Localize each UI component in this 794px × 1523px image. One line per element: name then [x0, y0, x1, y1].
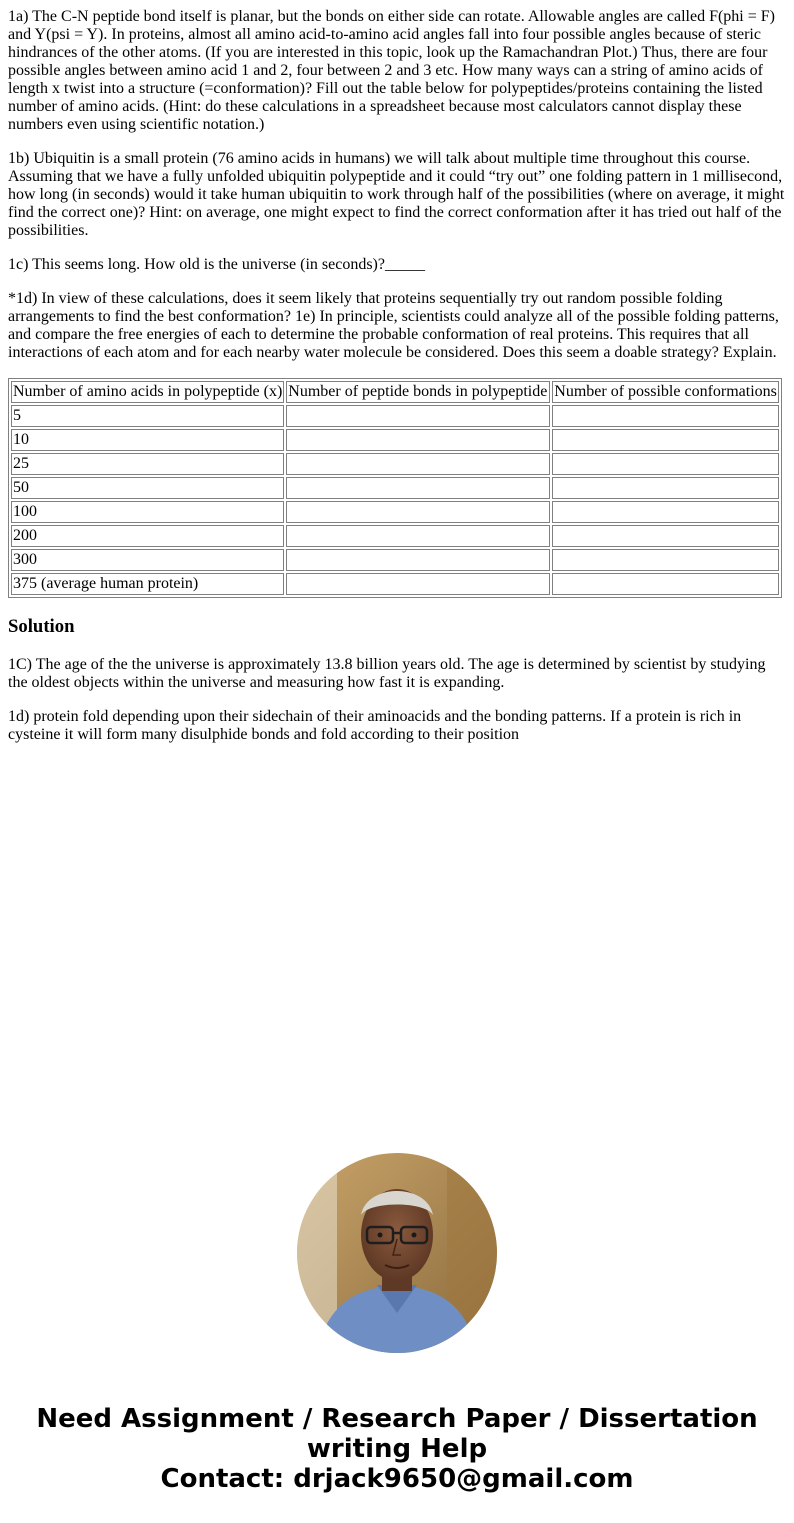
table-cell	[286, 429, 550, 451]
table-header-cell: Number of amino acids in polypeptide (x)	[11, 381, 284, 403]
table-header-row	[11, 381, 779, 403]
table-cell	[552, 549, 779, 571]
table-cell: 5	[11, 405, 284, 427]
table-cell: 300	[11, 549, 284, 571]
table-row	[11, 549, 779, 571]
table-row	[11, 405, 779, 427]
solution-heading: Solution	[8, 616, 75, 637]
solution-1c: 1C) The age of the the universe is approximately 13.8 billion years old. The age is determined by scientist by studying the oldest objects within the universe and measuring how fast it is expanding.	[8, 656, 766, 691]
document-body	[0, 0, 794, 744]
table-cell	[552, 501, 779, 523]
table-cell: 50	[11, 477, 284, 499]
table-row	[11, 429, 779, 451]
table-row	[11, 501, 779, 523]
table-header-cell: Number of peptide bonds in polypeptide	[286, 381, 550, 403]
table-cell	[552, 477, 779, 499]
table-row	[11, 453, 779, 475]
table-row	[11, 477, 779, 499]
solution-1d: 1d) protein fold depending upon their sidechain of their aminoacids and the bonding patterns. If a protein is rich in cysteine it will form many disulphide bonds and fold according to their position	[8, 708, 742, 743]
table-cell	[286, 477, 550, 499]
table-cell	[286, 573, 550, 595]
table-cell: 25	[11, 453, 284, 475]
table-cell	[552, 429, 779, 451]
tutor-avatar	[297, 1153, 497, 1353]
table-cell	[286, 405, 550, 427]
conformations-table	[8, 378, 782, 598]
table-cell	[286, 501, 550, 523]
footer-line-2: writing Help	[306, 1434, 488, 1464]
table-cell	[286, 453, 550, 475]
table-cell: 200	[11, 525, 284, 547]
table-cell	[552, 525, 779, 547]
table-cell: 10	[11, 429, 284, 451]
footer-banner	[0, 1404, 794, 1494]
table-cell	[552, 453, 779, 475]
table-cell	[286, 525, 550, 547]
question-1b: 1b) Ubiquitin is a small protein (76 amino acids in humans) we will talk about multiple time throughout this course. Assuming that we have a fully unfolded ubiquitin polypeptide and it could “try out” one folding pattern in 1 millisecond, how long (in seconds) would it take human ubiquitin to work through half of the possibilities (where on average, it might find the correct one)? Hint: on average, one might expect to find the correct conformation after it has tried out half of the possibilities.	[8, 150, 785, 239]
table-cell	[552, 405, 779, 427]
footer-contact: Contact: drjack9650@gmail.com	[160, 1464, 634, 1494]
table-header-cell: Number of possible conformations	[552, 381, 779, 403]
tutor-photo	[297, 1153, 497, 1353]
footer-line-1: Need Assignment / Research Paper / Dissertation	[36, 1404, 758, 1434]
table-cell: 100	[11, 501, 284, 523]
table-cell	[552, 573, 779, 595]
question-1d: *1d) In view of these calculations, does it seem likely that proteins sequentially try out random possible folding arrangements to find the best conformation? 1e) In principle, scientists could analyze all of the possible folding patterns, and compare the free energies of each to determine the probable conformation of real proteins. This requires that all interactions of each atom and for each nearby water molecule be considered. Does this seem a doable strategy? Explain.	[8, 290, 779, 361]
table-cell	[286, 549, 550, 571]
table-row	[11, 525, 779, 547]
table-cell: 375 (average human protein)	[11, 573, 284, 595]
table-row	[11, 573, 779, 595]
question-1c: 1c) This seems long. How old is the universe (in seconds)?_____	[8, 256, 425, 273]
question-1a: 1a) The C-N peptide bond itself is planar, but the bonds on either side can rotate. Allowable angles are called F(phi = F) and Y(psi = Y). In proteins, almost all amino acid-to-amino acid angles fall into four possible angles because of steric hindrances of the other atoms. (If you are interested in this topic, look up the Ramachandran Plot.) Thus, there are four possible angles between amino acid 1 and 2, four between 2 and 3 etc. How many ways can a string of amino acids of length x twist into a structure (=conformation)? Fill out the table below for polypeptides/proteins containing the listed number of amino acids. (Hint: do these calculations in a spreadsheet because most calculators cannot display these numbers even using scientific notation.)	[8, 8, 775, 133]
